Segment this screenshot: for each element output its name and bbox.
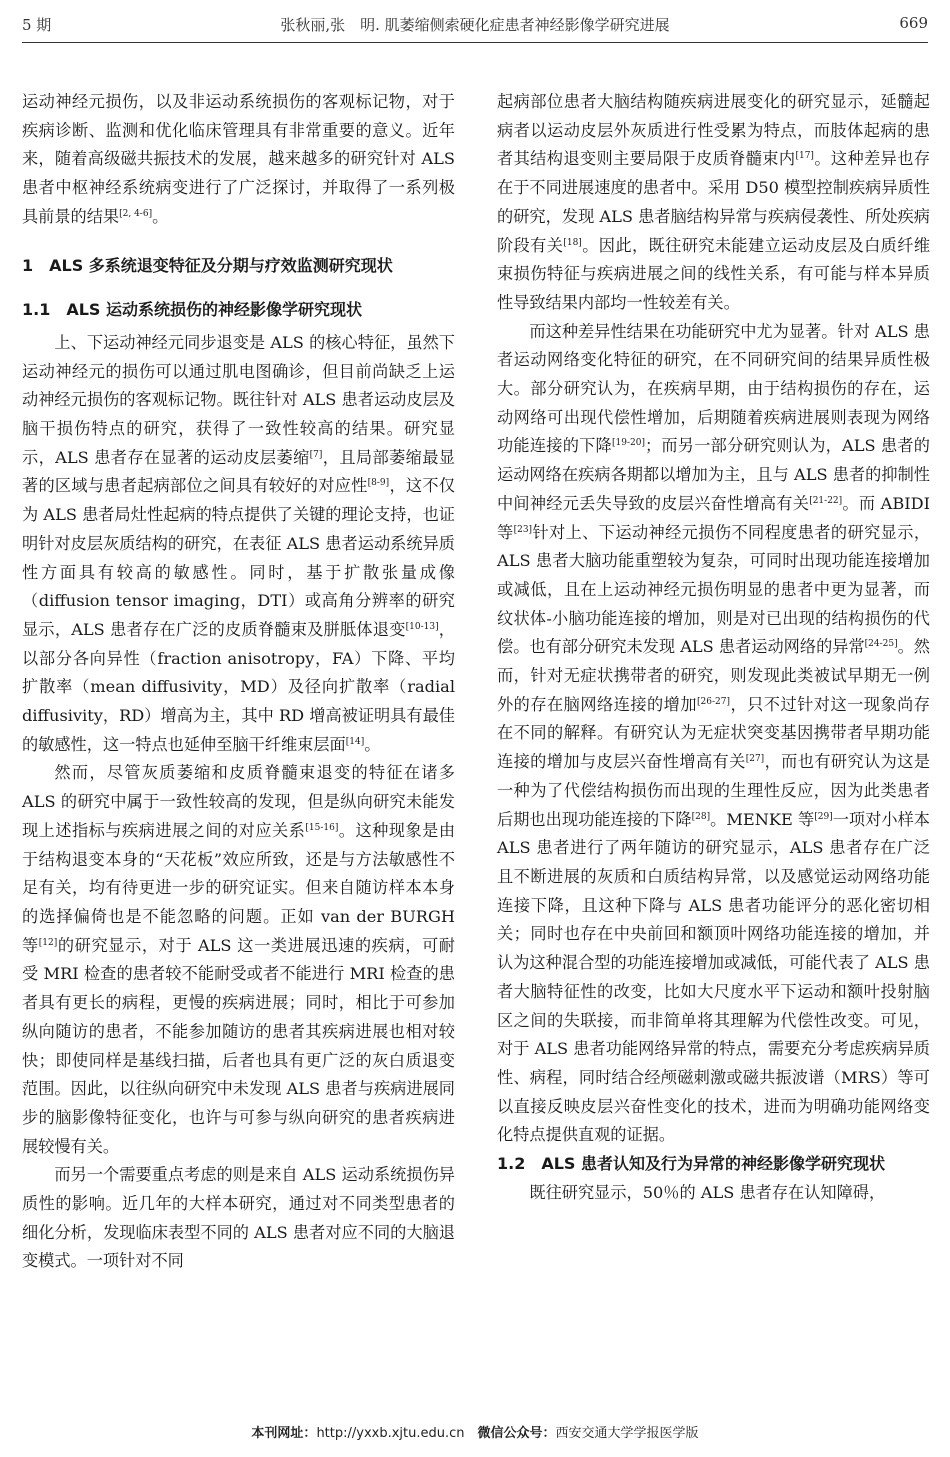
citation-ref: [21-22] <box>809 495 843 506</box>
page-footer <box>0 1422 950 1441</box>
page-number: 669 <box>899 14 928 32</box>
citation-ref: [10-13] <box>405 621 439 632</box>
citation-ref: [17] <box>795 151 814 162</box>
paragraph: 既往研究显示，50％的 ALS 患者存在认知障碍， <box>529 1182 886 1202</box>
section-heading-1-2: 1.2 ALS 患者认知及行为异常的神经影像学研究现状 <box>497 1154 886 1174</box>
citation-ref: [27] <box>745 754 765 765</box>
citation-ref: [26-27] <box>697 696 730 707</box>
paragraph: 而这种差异性结果在功能研究中尤为显著。针对 ALS 患者运动网络变化特征的研究，在不同研究间的结果异质性极大。部分研究认为，在疾病早期，由于结构损伤的存在，运动网络可出现代偿性增加，后期随着疾病进展则表现为网络功能连接的下降[19-20]；而另一部分研究则认为，ALS 患者的运动网络在疾病各期都以增加为主，且与 ALS 患者的抑制性中间神经元丢失导致的皮层兴奋性增高有关[21-22]。而 ABIDI 等[23]针对上、下运动神经元损伤不同程度患者的研究显示，ALS 患者大脑功能重塑较为复杂，可同时出现功能连接增加或减低，且在上运动神经元损伤明显的患者中更为显著，而纹状体-小脑功能连接的增加，则是对已出现的结构损伤的代偿。也有部分研究未发现 ALS 患者运动网络的异常[24-25]。然而，针对无症状携带者的研究，则发现此类被试早期无一例外的存在脑网络连接的增加[26-27]，只不过针对这一现象尚存在不同的解释。有研究认为无症状突变基因携带者早期功能连接的增加与皮层兴奋性增高有关[27]，而也有研究认为这是一种为了代偿结构损伤而出现的生理性反应，因为此类患者后期也出现功能连接的下降[28]。MENKE 等[29]一项对小样本 ALS 患者进行了两年随访的研究显示，ALS 患者存在广泛且不断进展的灰质和白质结构异常，以及感觉运动网络功能连接下降，且这种下降与 ALS 患者功能评分的恶化密切相关；同时也存在中央前回和额顶叶网络功能连接的增加，并认为这种混合型的功能连接增加或减低，可能代表了 ALS 患者大脑特征性的改变，比如大尺度水平下运动和额叶投射脑区之间的失联接，而非简单将其理解为代偿性改变。可见，对于 ALS 患者功能网络异常的特点，需要充分考虑疾病异质性、病程，同时结合经颅磁刺激或磁共振波谱（MRS）等可以直接反映皮层兴奋性变化的技术，进而为明确功能网络变化特点提供直观的证据。 <box>497 321 931 1145</box>
running-title: 张秋丽,张 明. 肌萎缩侧索硬化症患者神经影像学研究进展 <box>280 16 670 34</box>
right-column <box>497 88 930 1207</box>
citation-ref: [18] <box>563 237 582 248</box>
section-heading-1-1: 1.1 ALS 运动系统损伤的神经影像学研究现状 <box>22 300 363 320</box>
citation-ref: [23] <box>513 524 533 535</box>
citation-ref: [29] <box>814 811 833 822</box>
site-url: http://yxxb.xjtu.edu.cn <box>316 1426 465 1441</box>
section-heading-1: 1 ALS 多系统退变特征及分期与疗效监测研究现状 <box>22 255 393 275</box>
running-header <box>22 14 928 38</box>
paragraph: 运动神经元损伤，以及非运动系统损伤的客观标记物，对于疾病诊断、监测和优化临床管理具有非常重要的意义。近年来，随着高级磁共振技术的发展，越来越多的研究针对 ALS 患者中枢神经系统病变进行了广泛探讨，并取得了一系列极具前景的结果[2, 4-6]。 <box>22 92 455 226</box>
paragraph: 上、下运动神经元同步退变是 ALS 的核心特征，虽然下运动神经元的损伤可以通过肌电图确诊，但目前尚缺乏上运动神经元损伤的客观标记物。既往针对 ALS 患者运动皮层及脑干损伤特点的研究，获得了一致性较高的结果。研究显示，ALS 患者存在显著的运动皮层萎缩[7]，且局部萎缩最显著的区域与患者起病部位之间具有较好的对应性[8-9]，这不仅为 ALS 患者局灶性起病的特点提供了关键的理论支持，也证明针对皮层灰质结构的研究，在表征 ALS 患者运动系统异质性方面具有较高的敏感性。同时，基于扩散张量成像（diffusion tensor imaging，DTI）或高角分辨率的研究显示，ALS 患者存在广泛的皮质脊髓束及胼胝体退变[10-13]，以部分各向异性（fraction anisotropy，FA）下降、平均扩散率（mean diffusivity，MD）及径向扩散率（radial diffusivity，RD）增高为主，其中 RD 增高被证明具有最佳的敏感性，这一特点也延伸至脑干纤维束层面[14]。 <box>22 332 456 754</box>
citation-ref: [12] <box>38 937 58 948</box>
wechat-name: 西安交通大学学报医学版 <box>555 1426 699 1441</box>
citation-ref: [2, 4-6] <box>119 208 153 219</box>
citation-ref: [19-20] <box>611 438 645 449</box>
header-rule <box>22 42 928 43</box>
citation-ref: [28] <box>691 811 711 822</box>
citation-ref: [7] <box>309 449 323 460</box>
issue-number: 5 期 <box>22 16 52 34</box>
paragraph: 起病部位患者大脑结构随疾病进展变化的研究显示，延髓起病者以运动皮层外灰质进行性受累为特点，而肢体起病的患者其结构退变则主要局限于皮质脊髓束内[17]。这种差异也存在于不同进展速度的患者中。采用 D50 模型控制疾病异质性的研究，发现 ALS 患者脑结构异常与疾病侵袭性、所处疾病阶段有关[18]。因此，既往研究未能建立运动皮层及白质纤维束损伤特征与疾病进展之间的线性关系，有可能与样本异质性导致结果内部均一性较差有关。 <box>497 92 931 312</box>
citation-ref: [14] <box>345 736 365 747</box>
citation-ref: [8-9] <box>367 478 390 489</box>
wechat-label: 微信公众号： <box>477 1426 556 1441</box>
paragraph: 而另一个需要重点考虑的则是来自 ALS 运动系统损伤异质性的影响。近几年的大样本研究，通过对不同类型患者的细化分析，发现临床表型不同的 ALS 患者对应不同的大脑退变模式。一项针对不同 <box>22 1165 455 1271</box>
paragraph: 然而，尽管灰质萎缩和皮质脊髓束退变的特征在诸多 ALS 的研究中属于一致性较高的发现，但是纵向研究未能发现上述指标与疾病进展之间的对应关系[15-16]。这种现象是由于结构退变本身的“天花板”效应所致，还是与方法敏感性不足有关，均有待更进一步的研究证实。但来自随访样本本身的选择偏倚也是不能忽略的问题。正如 van der BURGH 等[12]的研究显示，对于 ALS 这一类进展迅速的疾病，可耐受 MRI 检查的患者较不能耐受或者不能进行 MRI 检查的患者具有更长的病程，更慢的疾病进展；同时，相比于可参加纵向随访的患者，不能参加随访的患者其疾病进展也相对较快；即使同样是基线扫描，后者也具有更广泛的灰白质退变范围。因此，以往纵向研究中未发现 ALS 患者与疾病进展同步的脑影像特征变化，也许与可参与纵向研究的患者疾病进展较慢有关。 <box>22 763 456 1156</box>
site-label: 本刊网址： <box>251 1426 317 1441</box>
citation-ref: [15-16] <box>305 822 339 833</box>
citation-ref: [24-25] <box>864 639 898 650</box>
left-column <box>22 88 455 1276</box>
